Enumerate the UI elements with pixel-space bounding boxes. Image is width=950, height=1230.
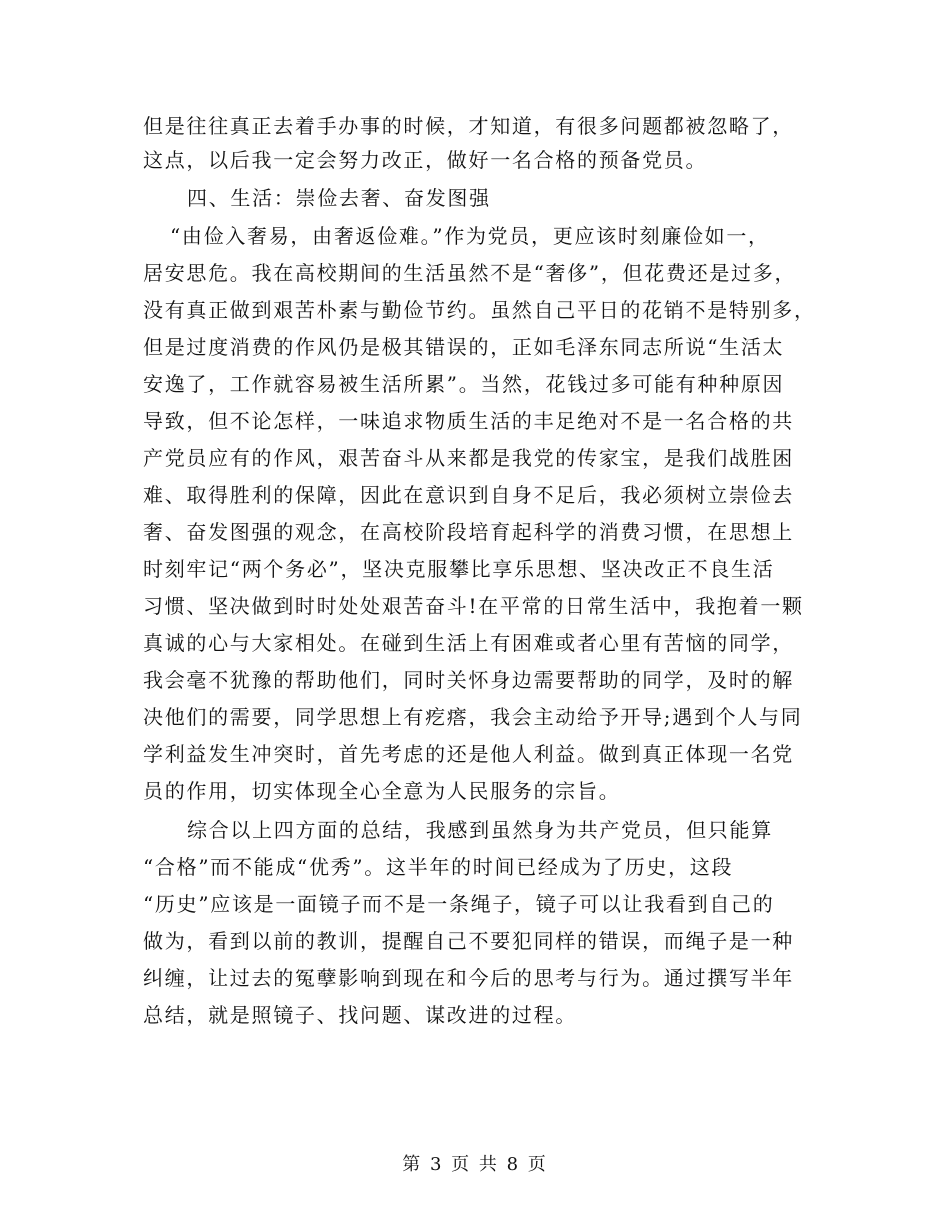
text-line-25: 总结，就是照镜子、找问题、谋改进的过程。 [143,1003,577,1027]
text-line-12: 奢、奋发图强的观念，在高校阶段培育起科学的消费习惯，在思想上 [143,520,794,544]
text-line-23: 做为，看到以前的教训，提醒自己不要犯同样的错误，而绳子是一种 [143,929,794,953]
page-suffix: 页 [527,1154,548,1175]
text-line-2: 这点，以后我一定会努力改正，做好一名合格的预备党员。 [143,148,708,172]
text-line-14: 习惯、坚决做到时时处处艰苦奋斗!在平常的日常生活中，我抱着一颗 [143,594,804,618]
page-number-footer [0,1150,950,1176]
text-line-18: 学利益发生冲突时，首先考虑的还是他人利益。做到真正体现一名党 [143,742,794,766]
text-line-5: 居安思危。我在高校期间的生活虽然不是“奢侈”，但花费还是过多， [143,261,797,285]
text-line-11: 难、取得胜利的保障，因此在意识到自身不足后，我必须树立崇俭去 [143,483,794,507]
text-line-4: “由俭入奢易，由奢返俭难。”作为党员，更应该时刻廉俭如一， [170,224,770,248]
text-line-16: 我会毫不犹豫的帮助他们，同时关怀身边需要帮助的同学，及时的解 [143,668,794,692]
page-current: 3 [429,1154,444,1175]
text-line-10: 产党员应有的作风，艰苦奋斗从来都是我党的传家宝，是我们战胜困 [143,446,794,470]
page-mid: 页 共 [451,1154,499,1175]
page-total: 8 [506,1154,521,1175]
text-line-17: 决他们的需要，同学思想上有疙瘩，我会主动给予开导;遇到个人与同 [143,705,803,729]
text-line-21: “合格”而不能成“优秀”。这半年的时间已经成为了历史，这段 [143,855,734,879]
text-line-19: 员的作用，切实体现全心全意为人民服务的宗旨。 [143,779,621,803]
text-line-24: 纠缠，让过去的冤孽影响到现在和今后的思考与行为。通过撰写半年 [143,966,794,990]
text-line-22: “历史”应该是一面镜子而不是一条绳子，镜子可以让我看到自己的 [143,892,775,916]
text-line-13: 时刻牢记“两个务必”，坚决克服攀比享乐思想、坚决改正不良生活 [143,557,775,581]
text-line-9: 导致，但不论怎样，一味追求物质生活的丰足绝对不是一名合格的共 [143,409,794,433]
text-line-1: 但是往往真正去着手办事的时候，才知道，有很多问题都被忽略了， [143,114,794,138]
text-line-6: 没有真正做到艰苦朴素与勤俭节约。虽然自己平日的花销不是特别多， [143,298,816,322]
text-line-15: 真诚的心与大家相处。在碰到生活上有困难或者心里有苦恼的同学， [143,631,794,655]
section-heading-life: 四、生活：崇俭去奢、奋发图强 [187,186,491,210]
text-line-8: 安逸了，工作就容易被生活所累”。当然，花钱过多可能有种种原因 [143,372,785,396]
page-prefix: 第 [402,1154,423,1175]
text-line-7: 但是过度消费的作风仍是极其错误的，正如毛泽东同志所说“生活太 [143,335,785,359]
text-line-20: 综合以上四方面的总结，我感到虽然身为共产党员，但只能算 [187,818,773,842]
